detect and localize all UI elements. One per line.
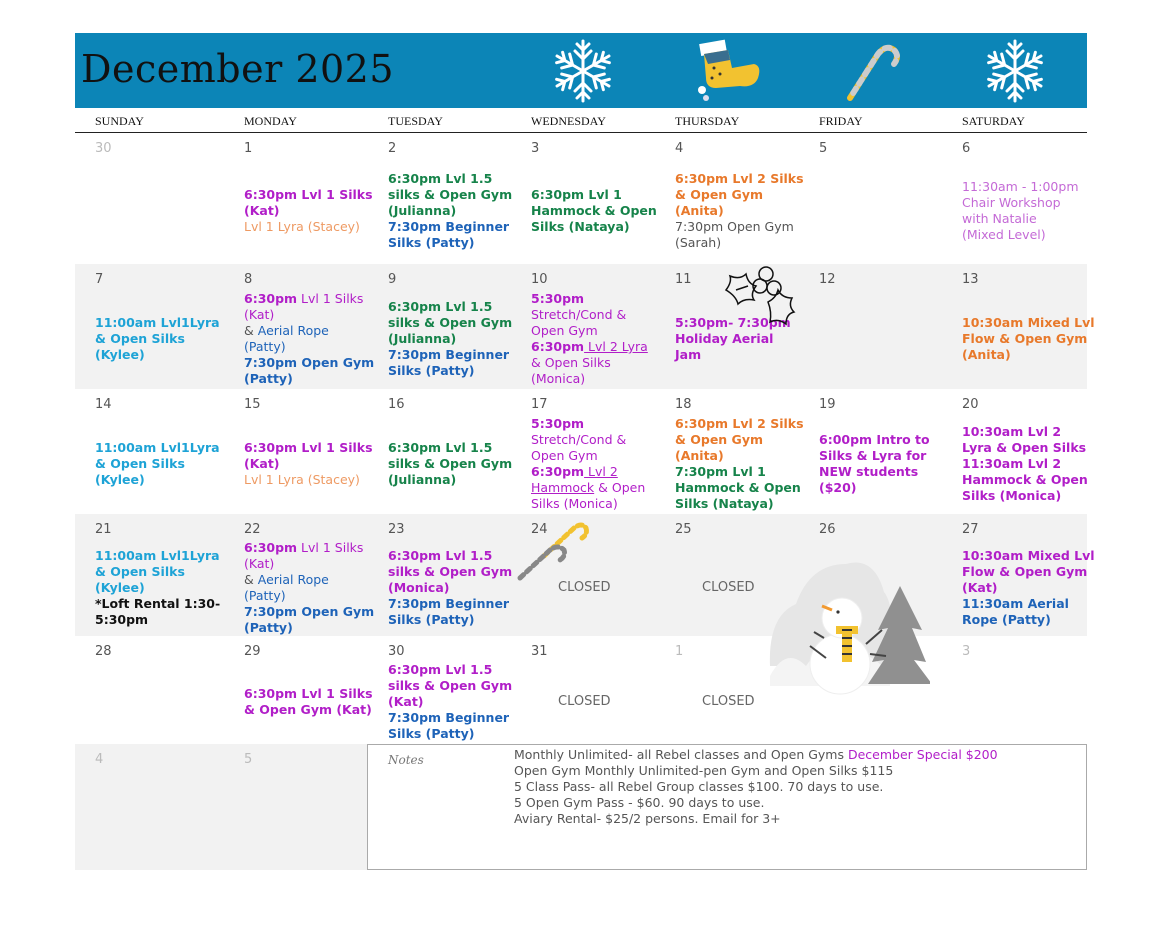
event: 6:30pm Lvl 1 Silks (Kat) & Aerial Rope (Patty) 7:30pm Open Gym (Patty) [244, 540, 375, 635]
day-cell[interactable] [368, 389, 512, 514]
day-number: 18 [675, 397, 692, 412]
day-cell[interactable] [942, 636, 1087, 744]
week-row-1 [75, 133, 1087, 264]
day-number: 26 [819, 522, 836, 537]
day-cell[interactable] [75, 264, 219, 389]
day-number: 7 [95, 272, 104, 287]
day-number: 13 [962, 272, 979, 287]
event: 6:30pm Lvl 2 Silks & Open Gym (Anita) 7:30pm Lvl 1 Hammock & Open Silks (Nataya) [675, 416, 804, 511]
day-cell[interactable] [511, 264, 655, 389]
weekday-thursday: THURSDAY [675, 114, 740, 128]
event: 6:00pm Intro to Silks & Lyra for NEW students ($20) [819, 432, 930, 495]
day-number: 30 [95, 141, 112, 156]
event: 6:30pm Lvl 1 Silks & Open Gym (Kat) [244, 686, 373, 717]
day-number: 2 [388, 141, 397, 156]
notes-label: Notes [388, 753, 424, 767]
week-row-3 [75, 389, 1087, 514]
day-cell[interactable] [75, 514, 219, 636]
day-cell[interactable] [224, 744, 368, 870]
notes-text [514, 747, 998, 827]
day-number: 16 [388, 397, 405, 412]
event: 11:30am - 1:00pm Chair Workshop with Natalie (Mixed Level) [962, 179, 1079, 242]
day-cell[interactable] [224, 389, 373, 514]
day-number: 19 [819, 397, 836, 412]
day-cell[interactable] [75, 636, 219, 744]
event: 11:00am Lvl1Lyra & Open Silks (Kylee) [95, 315, 220, 362]
day-number: 25 [675, 522, 692, 537]
event: 5:30pm Stretch/Cond & Open Gym 6:30pm Lvl 2 Lyra & Open Silks (Monica) [531, 291, 648, 386]
event: 6:30pm Lvl 1.5 silks & Open Gym (Julianna) 7:30pm Beginner Silks (Patty) [388, 171, 513, 250]
week-row-5 [75, 636, 1087, 744]
day-cell[interactable] [224, 133, 373, 264]
weekday-monday: MONDAY [244, 114, 297, 128]
event: 10:30am Lvl 2 Lyra & Open Silks 11:30am Lvl 2 Hammock & Open Silks (Monica) [962, 424, 1088, 503]
day-cell[interactable] [511, 636, 655, 744]
day-cell[interactable] [368, 264, 512, 389]
day-cell[interactable] [942, 389, 1087, 514]
event: 6:30pm Lvl 1.5 silks & Open Gym (Julianna) 7:30pm Beginner Silks (Patty) [388, 299, 513, 378]
day-cell[interactable] [75, 133, 219, 264]
day-number: 5 [819, 141, 828, 156]
day-number: 27 [962, 522, 979, 537]
event: 6:30pm Lvl 1 Silks (Kat) Lvl 1 Lyra (Stacey) [244, 440, 373, 487]
event: 11:00am Lvl1Lyra & Open Silks (Kylee) *Loft Rental 1:30- 5:30pm [95, 548, 221, 627]
event: 10:30am Mixed Lvl Flow & Open Gym (Anita) [962, 315, 1095, 362]
weekday-tuesday: TUESDAY [388, 114, 443, 128]
day-cell[interactable] [224, 514, 375, 636]
day-number: 12 [819, 272, 836, 287]
notes-box [367, 744, 1087, 870]
day-number: 3 [531, 141, 540, 156]
day-number: 15 [244, 397, 261, 412]
day-number: 14 [95, 397, 112, 412]
candy-cane-icon [838, 38, 908, 104]
snowman-icon [766, 546, 930, 712]
candy-cane-icon [514, 516, 594, 584]
day-cell[interactable] [942, 133, 1087, 264]
day-number: 24 [531, 522, 548, 537]
day-number: 9 [388, 272, 397, 287]
day-number: 22 [244, 522, 261, 537]
event: 6:30pm Lvl 1.5 silks & Open Gym (Monica) 7:30pm Beginner Silks (Patty) [388, 548, 513, 627]
event: 6:30pm Lvl 2 Silks & Open Gym (Anita) 7:30pm Open Gym (Sarah) [675, 171, 804, 250]
day-cell[interactable] [511, 389, 655, 514]
month-title: December 2025 [81, 47, 395, 91]
stocking-icon [692, 38, 764, 104]
day-cell[interactable] [799, 264, 943, 389]
event: 5:30pm- 7:30pm Holiday Aerial Jam [675, 315, 791, 362]
event: 5:30pm Stretch/Cond & Open Gym 6:30pm Lvl 2 Hammock & Open Silks (Monica) [531, 416, 646, 511]
day-number: 4 [95, 752, 104, 767]
event: 6:30pm Lvl 1 Hammock & Open Silks (Nataya) [531, 187, 657, 234]
day-cell[interactable] [75, 389, 219, 514]
day-number: 21 [95, 522, 112, 537]
day-number: 8 [244, 272, 253, 287]
day-number: 3 [962, 644, 971, 659]
event: 6:30pm Lvl 1.5 silks & Open Gym (Julianna) [388, 440, 513, 487]
day-cell[interactable] [942, 264, 1095, 389]
day-number: 23 [388, 522, 405, 537]
day-cell[interactable] [799, 133, 943, 264]
week-row-2 [75, 264, 1095, 389]
day-number: 10 [531, 272, 548, 287]
snowflake-icon [548, 36, 618, 106]
event: 11:00am Lvl1Lyra & Open Silks (Kylee) [95, 440, 220, 487]
holly-icon [722, 264, 802, 328]
snowflake-icon [980, 36, 1050, 106]
event: 6:30pm Lvl 1 Silks (Kat) Lvl 1 Lyra (Stacey) [244, 187, 373, 234]
day-cell[interactable] [368, 133, 512, 264]
day-number: 20 [962, 397, 979, 412]
weekday-saturday: SATURDAY [962, 114, 1025, 128]
day-number: 17 [531, 397, 548, 412]
day-cell[interactable] [942, 514, 1095, 636]
day-cell[interactable] [655, 389, 804, 514]
day-number: 4 [675, 141, 684, 156]
closed-label: CLOSED [558, 580, 611, 595]
day-cell[interactable] [799, 389, 943, 514]
day-number: 6 [962, 141, 971, 156]
day-number: 28 [95, 644, 112, 659]
event: 6:30pm Lvl 1 Silks (Kat) & Aerial Rope (Patty) 7:30pm Open Gym (Patty) [244, 291, 375, 386]
day-number: 5 [244, 752, 253, 767]
event: 6:30pm Lvl 1.5 silks & Open Gym (Kat) 7:30pm Beginner Silks (Patty) [388, 662, 513, 741]
closed-label: CLOSED [558, 694, 611, 709]
day-number: 31 [531, 644, 548, 659]
notes-line: Aviary Rental- $25/2 persons. Email for 3+ [514, 811, 781, 826]
day-cell[interactable] [368, 514, 512, 636]
day-cell[interactable] [368, 636, 512, 744]
day-number: 29 [244, 644, 261, 659]
day-cell[interactable] [511, 133, 655, 264]
day-number: 1 [675, 644, 684, 659]
day-number: 1 [244, 141, 253, 156]
day-cell[interactable] [224, 636, 373, 744]
day-cell[interactable] [655, 133, 804, 264]
closed-label: CLOSED [702, 694, 755, 709]
event: 10:30am Mixed Lvl Flow & Open Gym (Kat) 11:30am Aerial Rope (Patty) [962, 548, 1095, 627]
weekday-friday: FRIDAY [819, 114, 863, 128]
notes-line: Open Gym Monthly Unlimited-pen Gym and Open Silks $115 [514, 763, 894, 778]
day-cell[interactable] [224, 264, 375, 389]
day-number: 11 [675, 272, 692, 287]
notes-line: 5 Open Gym Pass - $60. 90 days to use. [514, 795, 765, 810]
special-price: December Special $200 [847, 747, 998, 762]
weekday-wednesday: WEDNESDAY [531, 114, 606, 128]
day-number: 30 [388, 644, 405, 659]
day-cell[interactable] [75, 744, 219, 870]
notes-line: 5 Class Pass- all Rebel Group classes $100. 70 days to use. [514, 779, 884, 794]
notes-line: Monthly Unlimited- all Rebel classes and Open Gyms December Special $200 [514, 747, 998, 762]
weekday-sunday: SUNDAY [95, 114, 144, 128]
closed-label: CLOSED [702, 580, 755, 595]
